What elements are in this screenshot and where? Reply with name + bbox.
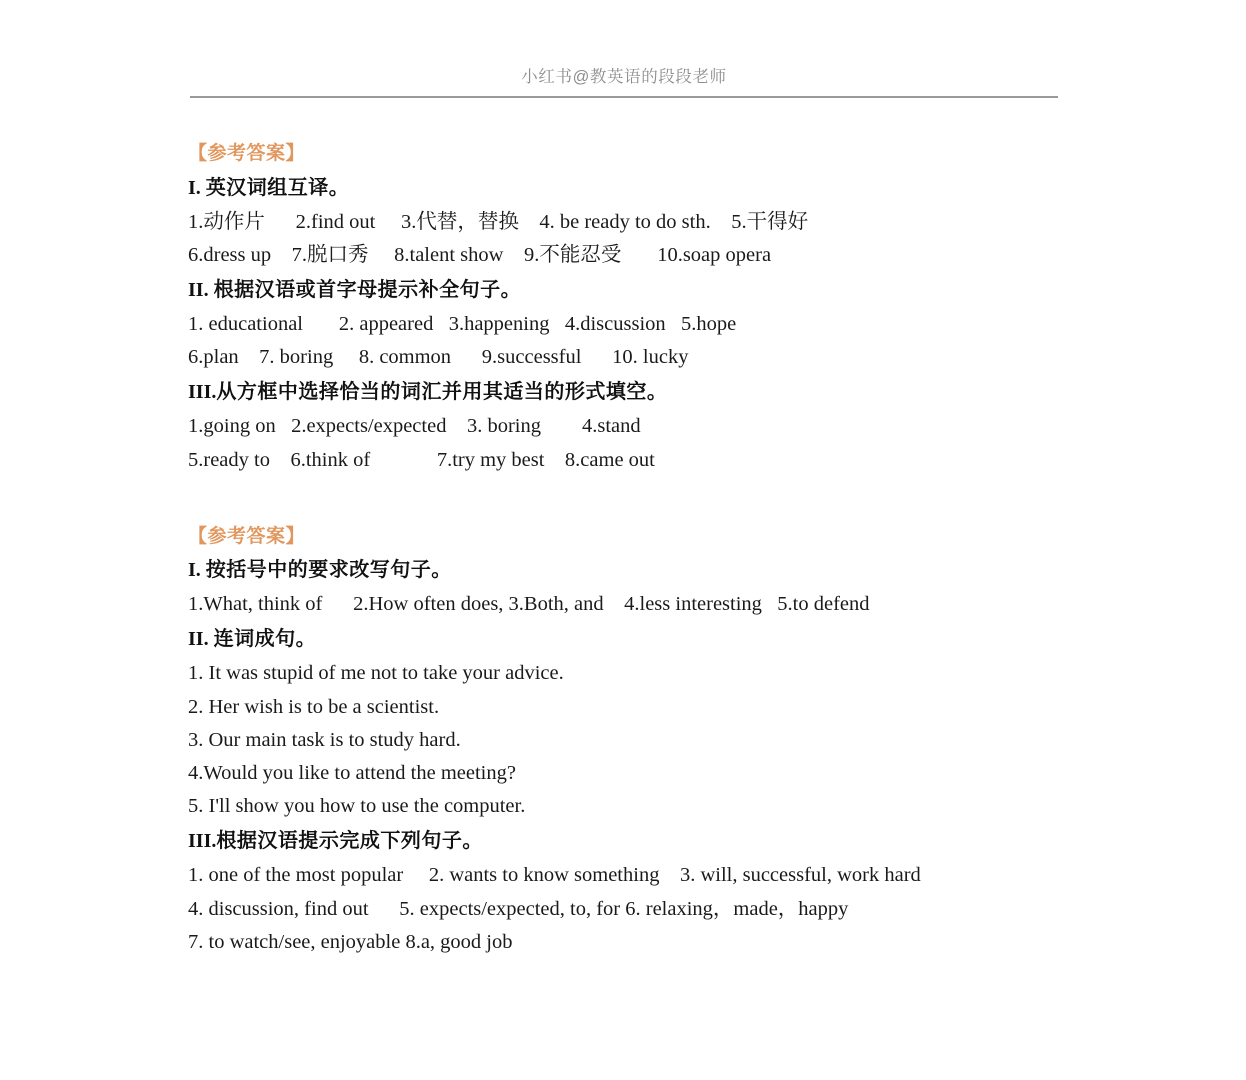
answer-line: 6.plan 7. boring 8. common 9.successful 10. lucky: [188, 346, 689, 369]
section-title: 根据汉语提示完成下列句子。: [216, 830, 483, 853]
answer-key-tag: 【参考答案】: [188, 525, 306, 547]
answer-line: 1. one of the most popular 2. wants to know something 3. will, successful, work hard: [188, 864, 921, 887]
section-numeral: II.: [188, 278, 209, 301]
section-heading-1-1: [188, 173, 1088, 204]
section-numeral: III.: [188, 381, 217, 404]
section-heading-2-1: [188, 555, 1088, 586]
block-spacer: [188, 477, 1088, 523]
answer-line: 1. educational 2. appeared 3.happening 4.discussion 5.hope: [188, 312, 737, 335]
section-title: 根据汉语或首字母提示补全句子。: [213, 278, 522, 301]
answer-line: 4. discussion, find out 5. expects/expected, to, for 6. relaxing，made，happy: [188, 897, 849, 920]
answer-key-content: [188, 140, 1088, 959]
answer-line: 1.What, think of 2.How often does, 3.Both, and 4.less interesting 5.to defend: [188, 593, 870, 616]
answer-line: 4.Would you like to attend the meeting?: [188, 762, 516, 785]
section-heading-2-3: [188, 826, 1088, 857]
section-numeral: I.: [188, 559, 201, 582]
answer-line: 1.动作片 2.find out 3.代替，替换 4. be ready to do sth. 5.干得好: [188, 210, 809, 233]
section-title: 从方框中选择恰当的词汇并用其适当的形式填空。: [216, 381, 668, 404]
section-title: 按括号中的要求改写句子。: [205, 559, 452, 582]
section-numeral: I.: [188, 176, 201, 199]
section-numeral: II.: [188, 628, 209, 651]
answer-line: 2. Her wish is to be a scientist.: [188, 695, 440, 718]
section-heading-1-3: [188, 377, 1088, 408]
answer-line: 1. It was stupid of me not to take your advice.: [188, 662, 564, 685]
answer-line: 3. Our main task is to study hard.: [188, 728, 461, 751]
answer-line: 6.dress up 7.脱口秀 8.talent show 9.不能忍受 10.soap opera: [188, 243, 772, 266]
answer-key-tag: 【参考答案】: [188, 143, 306, 164]
answer-line: 5.ready to 6.think of 7.try my best 8.came out: [188, 448, 655, 471]
header-divider: [190, 96, 1058, 98]
answer-block-1: [188, 140, 1088, 477]
answer-block-2: [188, 523, 1088, 959]
answer-line: 5. I'll show you how to use the computer.: [188, 795, 526, 818]
section-numeral: III.: [188, 830, 217, 853]
answer-line: 7. to watch/see, enjoyable 8.a, good job: [188, 930, 513, 953]
section-title: 英汉词组互译。: [205, 176, 350, 199]
section-heading-1-2: [188, 275, 1088, 306]
watermark-text: 小红书@教英语的段段老师: [521, 68, 727, 86]
section-title: 连词成句。: [213, 628, 317, 651]
section-heading-2-2: [188, 624, 1088, 655]
answer-line: 1.going on 2.expects/expected 3. boring 4.stand: [188, 415, 641, 438]
